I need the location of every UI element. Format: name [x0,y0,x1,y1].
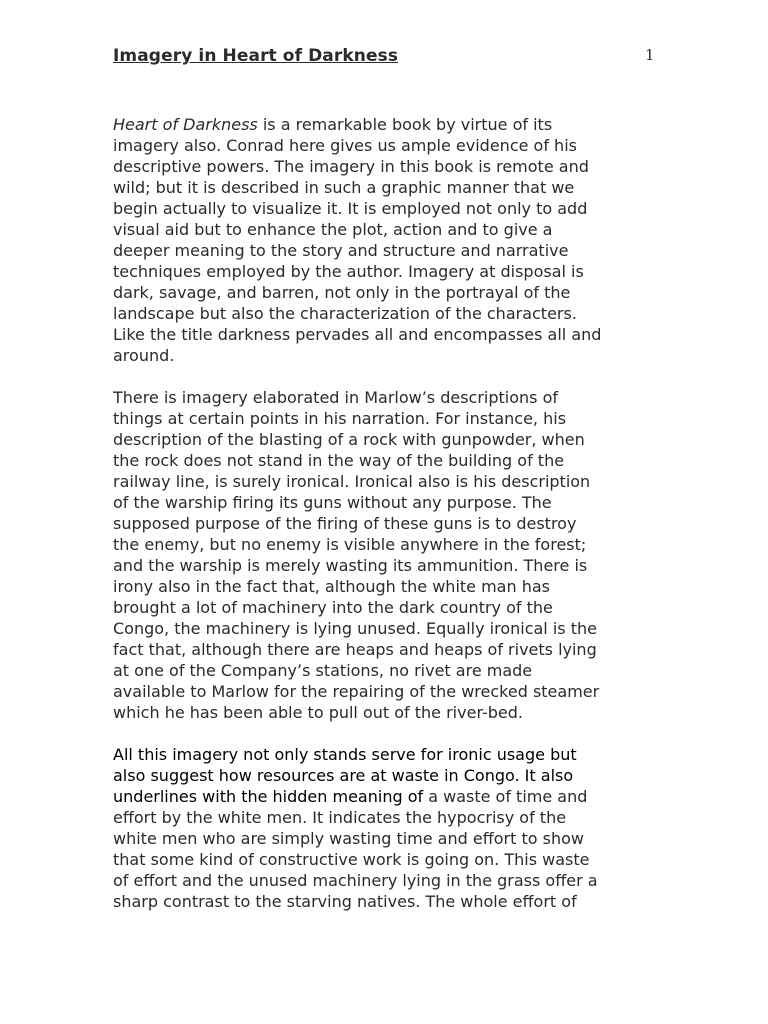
document-body [113,114,653,933]
text-line: things at certain points in his narration. For instance, his [113,409,567,428]
text-line: and the warship is merely wasting its ammunition. There is [113,556,588,575]
document-title: Imagery in Heart of Darkness [113,46,399,66]
text-line: which he has been able to pull out of the river-bed. [113,703,524,722]
text-line: techniques employed by the author. Imagery at disposal is [113,262,584,281]
paragraph-1 [113,114,653,366]
text-line: deeper meaning to the story and structure and narrative [113,241,569,260]
text-line [113,786,653,807]
text-line: effort by the white men. It indicates the hypocrisy of the [113,808,567,827]
text-line: railway line, is surely ironical. Ironical also is his description [113,472,591,491]
text-line: Like the title darkness pervades all and encompasses all and [113,325,602,344]
text-line: visual aid but to enhance the plot, action and to give a [113,220,553,239]
text-line: fact that, although there are heaps and heaps of rivets lying [113,640,597,659]
paragraph-2 [113,387,653,723]
page-number: 1 [645,46,655,64]
paragraph-3 [113,744,653,912]
text-line: irony also in the fact that, although the white man has [113,577,550,596]
text-line: Congo, the machinery is lying unused. Equally ironical is the [113,619,597,638]
text-line: description of the blasting of a rock with gunpowder, when [113,430,585,449]
text-line: descriptive powers. The imagery in this book is remote and [113,157,589,176]
text-line: at one of the Company’s stations, no rivet are made [113,661,533,680]
text-run: underlines with the hidden meaning of [113,787,424,806]
text-line: wild; but it is described in such a graphic manner that we [113,178,575,197]
text-line: also suggest how resources are at waste in Congo. It also [113,766,574,785]
text-line [113,114,653,135]
text-line: All this imagery not only stands serve for ironic usage but [113,745,577,764]
text-line: of effort and the unused machinery lying in the grass offer a [113,871,598,890]
text-line: landscape but also the characterization of the characters. [113,304,577,323]
text-line: the rock does not stand in the way of the building of the [113,451,565,470]
book-title-italic: Heart of Darkness [113,115,258,134]
text-line: around. [113,346,175,365]
text-line: of the warship firing its guns without any purpose. The [113,493,552,512]
text-line: There is imagery elaborated in Marlow’s descriptions of [113,388,559,407]
text-line: white men who are simply wasting time and effort to show [113,829,584,848]
text-line: dark, savage, and barren, not only in the portrayal of the [113,283,571,302]
text-run: is a remarkable book by virtue of its [257,115,553,134]
text-line: the enemy, but no enemy is visible anywhere in the forest; [113,535,587,554]
text-line: that some kind of constructive work is going on. This waste [113,850,590,869]
text-line: brought a lot of machinery into the dark country of the [113,598,553,617]
text-line: sharp contrast to the starving natives. The whole effort of [113,892,577,911]
text-line: begin actually to visualize it. It is employed not only to add [113,199,588,218]
text-line: available to Marlow for the repairing of the wrecked steamer [113,682,600,701]
text-line: supposed purpose of the firing of these guns is to destroy [113,514,577,533]
text-line: imagery also. Conrad here gives us ample evidence of his [113,136,577,155]
text-run: a waste of time and [423,787,588,806]
